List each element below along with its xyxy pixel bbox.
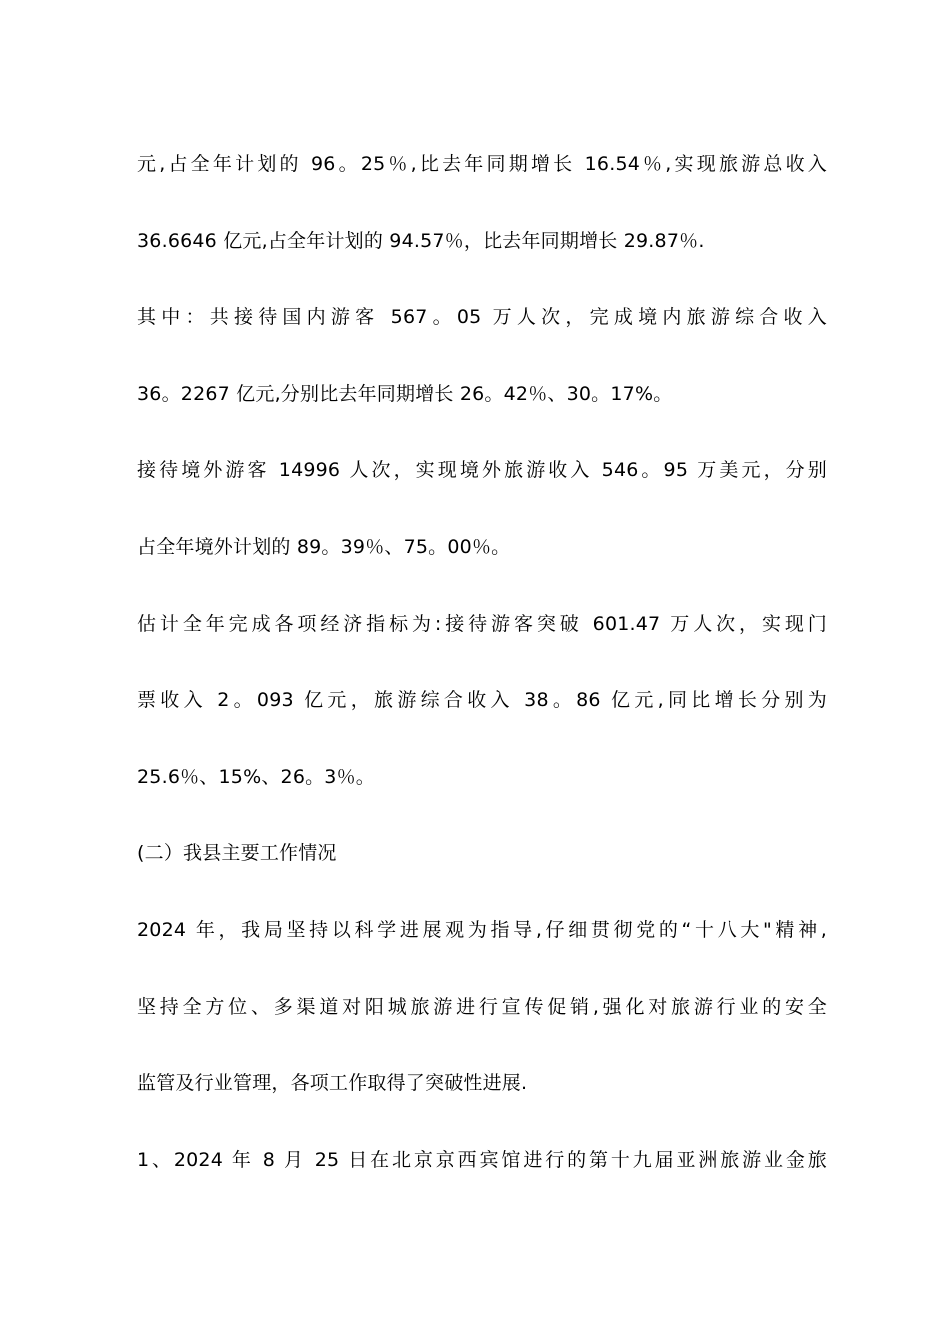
text-line-4: 36。2267 亿元,分别比去年同期增长 26。42％、30。17%。: [137, 382, 673, 405]
body-text: [137, 142, 827, 1214]
text-line-3: 其中：共接待国内游客 567。05 万人次，完成境内旅游综合收入: [137, 306, 827, 329]
text-line-12: 坚持全方位、多渠道对阳城旅游进行宣传促销,强化对旅游行业的安全: [137, 995, 827, 1018]
text-line-14: 1、2024 年 8 月 25 日在北京京西宾馆进行的第十九届亚洲旅游业金旅: [137, 1148, 827, 1171]
section-heading: (二）我县主要工作情况: [137, 842, 337, 865]
text-line-9: 25.6％、15%、26。3％。: [137, 765, 376, 788]
text-line-11: 2024 年，我局坚持以科学进展观为指导,仔细贯彻党的“十八大"精神,: [137, 918, 827, 941]
text-line-13: 监管及行业管理，各项工作取得了突破性进展.: [137, 1072, 528, 1095]
text-line-5: 接待境外游客 14996 人次，实现境外旅游收入 546。95 万美元，分别: [137, 459, 827, 482]
text-line-2: 36.6646 亿元,占全年计划的 94.57％，比去年同期增长 29.87％.: [137, 229, 705, 252]
text-line-7: 估计全年完成各项经济指标为:接待游客突破 601.47 万人次，实现门: [137, 612, 827, 635]
text-line-1: 元,占全年计划的 96。25％,比去年同期增长 16.54％,实现旅游总收入: [137, 153, 827, 175]
text-line-8: 票收入 2。093 亿元，旅游综合收入 38。86 亿元,同比增长分别为: [137, 689, 827, 712]
text-line-6: 占全年境外计划的 89。39％、75。00％。: [137, 535, 511, 558]
